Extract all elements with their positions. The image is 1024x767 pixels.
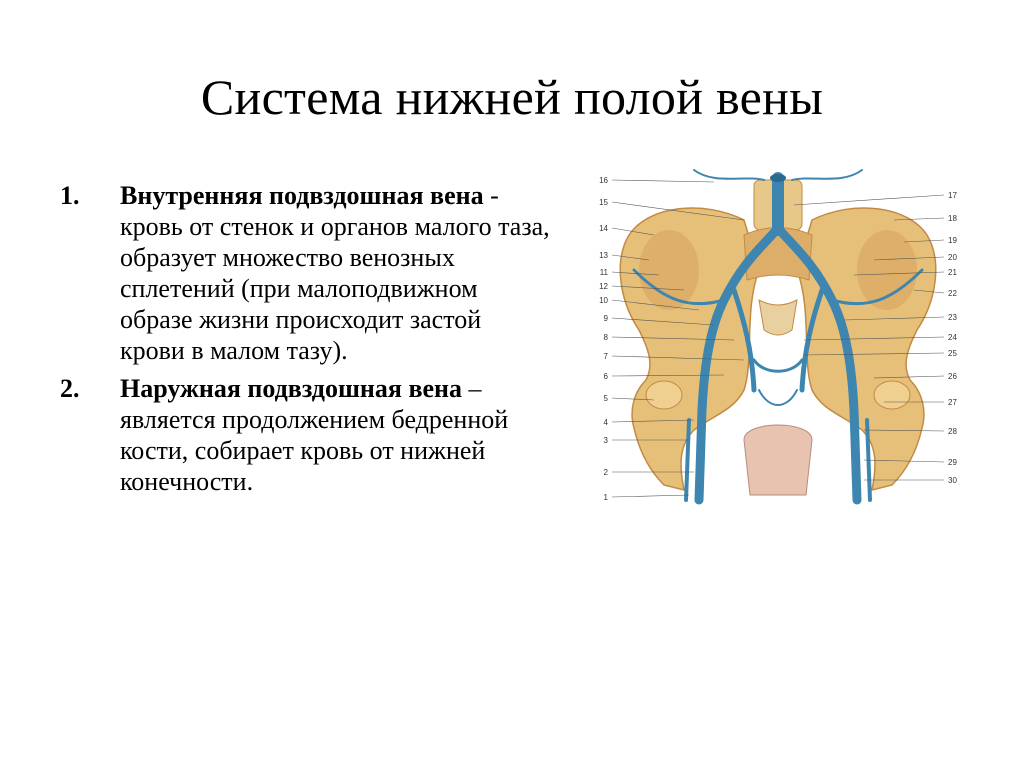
diagram-label: 11 bbox=[599, 268, 608, 277]
diagram-label: 29 bbox=[948, 458, 957, 467]
diagram-label: 26 bbox=[948, 372, 957, 381]
diagram-label: 1 bbox=[603, 493, 608, 502]
pelvic-veins-illustration bbox=[594, 160, 962, 510]
content-list bbox=[60, 180, 560, 504]
diagram-label: 6 bbox=[603, 372, 608, 381]
diagram-label: 8 bbox=[603, 333, 608, 342]
diagram-label: 2 bbox=[603, 468, 608, 477]
diagram-label: 10 bbox=[599, 296, 608, 305]
item-number: 1. bbox=[60, 181, 80, 210]
diagram-label: 12 bbox=[599, 282, 608, 291]
item-number: 2. bbox=[60, 374, 80, 403]
diagram-label: 14 bbox=[599, 224, 608, 233]
diagram-label: 24 bbox=[948, 333, 957, 342]
item-text bbox=[120, 373, 550, 497]
item-term: Наружная подвздошная вена bbox=[120, 374, 463, 403]
item-term: Внутренняя подвздошная вена bbox=[120, 181, 484, 210]
diagram-label: 4 bbox=[603, 418, 608, 427]
left-number-labels bbox=[599, 176, 608, 502]
item-description: - кровь от стенок и органов малого таза, образует множество венозных сплетений (при малоподвижном образе жизни происходит застой крови в малом тазу). bbox=[120, 181, 550, 365]
diagram-label: 17 bbox=[948, 191, 957, 200]
diagram-label: 25 bbox=[948, 349, 957, 358]
item-text bbox=[120, 180, 550, 366]
diagram-label: 22 bbox=[948, 289, 957, 298]
diagram-label: 3 bbox=[603, 436, 608, 445]
diagram-label: 16 bbox=[599, 176, 608, 185]
diagram-label: 13 bbox=[599, 251, 608, 260]
list-item bbox=[60, 373, 560, 497]
diagram-label: 23 bbox=[948, 313, 957, 322]
item-description: – является продолжением бедренной кости, собирает кровь от нижней конечности. bbox=[120, 374, 509, 496]
slide-title: Система нижней полой вены bbox=[200, 69, 824, 125]
diagram-label: 30 bbox=[948, 476, 957, 485]
diagram-label: 21 bbox=[948, 268, 957, 277]
diagram-label: 18 bbox=[948, 214, 957, 223]
diagram-label: 9 bbox=[603, 314, 608, 323]
diagram-label: 27 bbox=[948, 398, 957, 407]
pelvis-diagram bbox=[594, 160, 962, 510]
diagram-label: 20 bbox=[948, 253, 957, 262]
diagram-label: 28 bbox=[948, 427, 957, 436]
right-number-labels bbox=[948, 191, 957, 485]
diagram-label: 15 bbox=[599, 198, 608, 207]
diagram-label: 19 bbox=[948, 236, 957, 245]
list-item bbox=[60, 180, 560, 366]
diagram-label: 5 bbox=[603, 394, 608, 403]
diagram-label: 7 bbox=[603, 352, 608, 361]
